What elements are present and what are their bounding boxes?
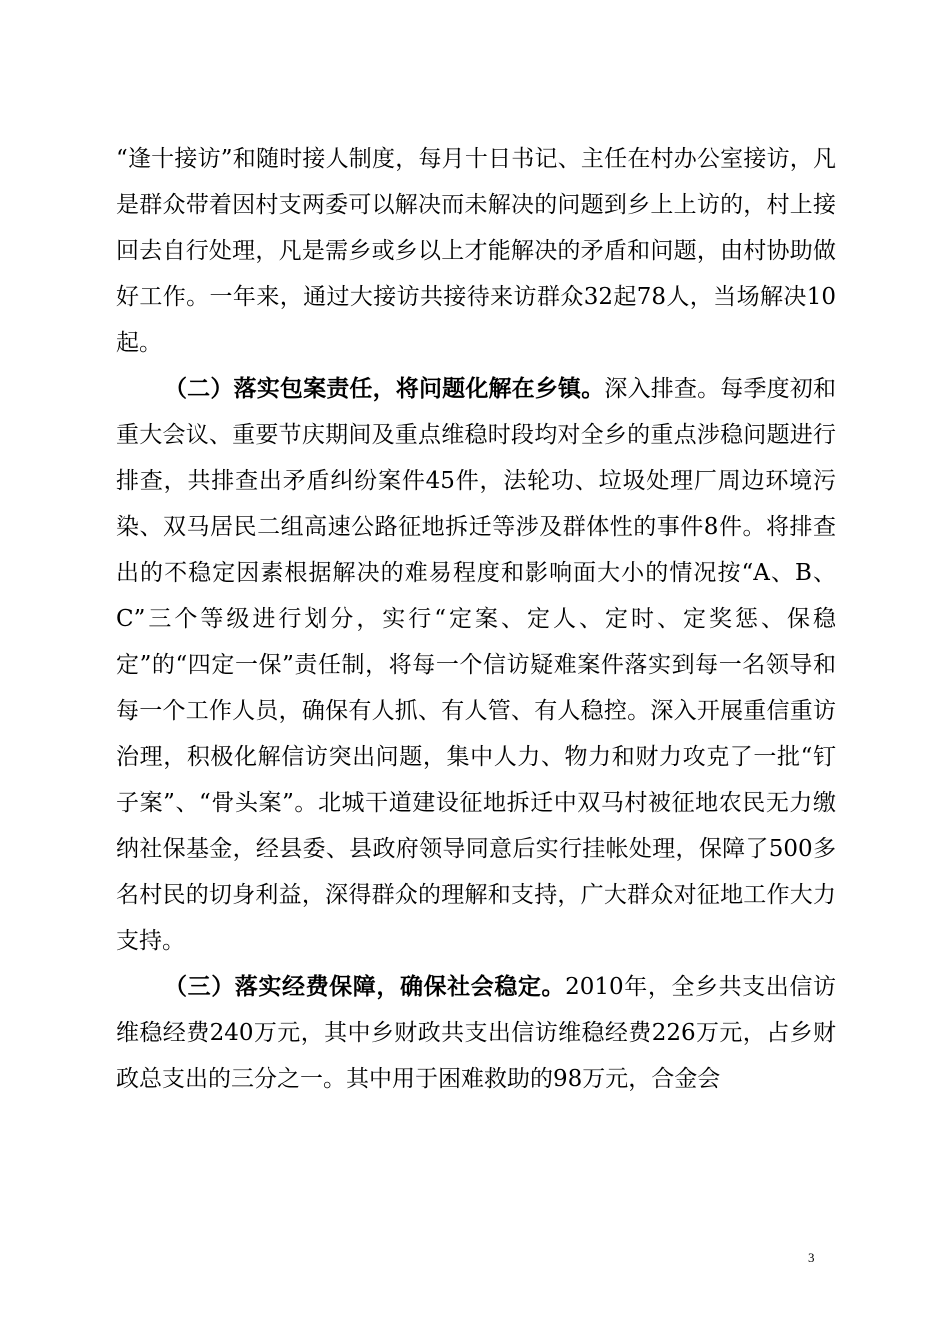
paragraph-2	[116, 366, 836, 964]
paragraph-1-text: “逢十接访”和随时接人制度，每月十日书记、主任在村办公室接访，凡是群众带着因村支两委可以解决而未解决的问题到乡上上访的，村上接回去自行处理，凡是需乡或乡以上才能解决的矛盾和问题，由村协助做好工作。一年来，通过大接访共接待来访群众32起78人，当场解决10起。	[116, 146, 836, 356]
paragraph-2-heading: （二）落实包案责任，将问题化解在乡镇。	[164, 375, 605, 402]
paragraph-3	[116, 964, 836, 1102]
page-number: 3	[808, 1250, 815, 1265]
paragraph-1	[116, 136, 836, 366]
paragraph-3-text: 2010年，全乡共支出信访维稳经费240万元，其中乡财政共支出信访维稳经费226万元，占乡财政总支出的三分之一。其中用于困难救助的98万元，合金会	[116, 974, 836, 1092]
body-text	[116, 136, 836, 1102]
paragraph-3-heading: （三）落实经费保障，确保社会稳定。	[164, 973, 566, 1000]
paragraph-2-text: 深入排查。每季度初和重大会议、重要节庆期间及重点维稳时段均对全乡的重点涉稳问题进行排查，共排查出矛盾纠纷案件45件，法轮功、垃圾处理厂周边环境污染、双马居民二组高速公路征地拆迁等涉及群体性的事件8件。将排查出的不稳定因素根据解决的难易程度和影响面大小的情况按“A、B、C”三个等级进行划分，实行“定案、定人、定时、定奖惩、保稳定”的“四定一保”责任制，将每一个信访疑难案件落实到每一名领导和每一个工作人员，确保有人抓、有人管、有人稳控。深入开展重信重访治理，积极化解信访突出问题，集中人力、物力和财力攻克了一批“钉子案”、“骨头案”。北城干道建设征地拆迁中双马村被征地农民无力缴纳社保基金，经县委、县政府领导同意后实行挂帐处理，保障了500多名村民的切身利益，深得群众的理解和支持，广大群众对征地工作大力支持。	[116, 376, 837, 954]
